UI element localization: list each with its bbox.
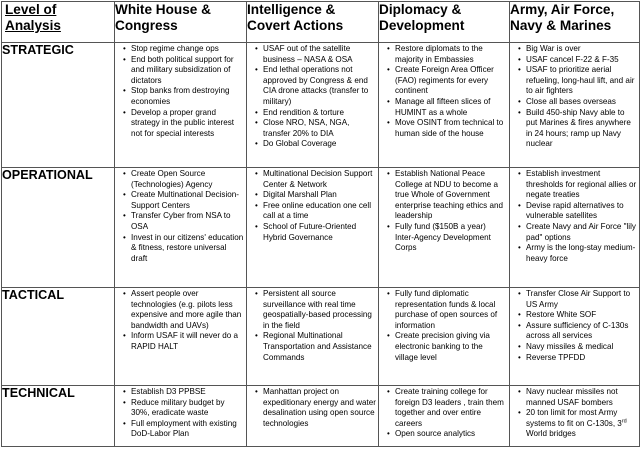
bullet-list xyxy=(247,43,378,150)
list-item-text: Invest in our citizens' education & fitness, restore universal draft xyxy=(131,232,244,263)
bullet-icon: • xyxy=(255,387,258,396)
list-item xyxy=(255,118,376,139)
list-item-text: Fully fund ($150B a year) Inter-Agency Development Corps xyxy=(395,221,491,253)
list-item xyxy=(387,387,507,429)
list-item-text: Inform USAF it will never do a RAPID HALT xyxy=(131,331,239,351)
list-item-text: Restore White SOF xyxy=(526,310,597,320)
list-item-text: Transfer Close Air Support to US Army xyxy=(526,289,631,309)
list-item-text: Close all bases overseas xyxy=(526,96,616,106)
list-item xyxy=(518,222,637,243)
bullet-icon: • xyxy=(387,289,390,298)
list-item xyxy=(518,44,637,55)
list-item-text: Big War is over xyxy=(526,44,581,53)
list-item xyxy=(255,387,376,429)
bullet-list xyxy=(510,168,639,264)
bullet-icon: • xyxy=(387,429,390,439)
list-item-text: Create Navy and Air Force "lily pad" options xyxy=(526,221,636,242)
bullet-icon: • xyxy=(518,310,521,320)
bullet-icon: • xyxy=(123,418,126,428)
list-item-text: Assert people over technologies (e.g. pilots less expensive and more agile than bandwidth and UAVs) xyxy=(131,289,242,330)
list-item xyxy=(518,353,637,364)
list-item xyxy=(387,118,507,139)
list-item-text: Build 450-ship Navy able to put Marines & fires anywhere in 24 hours; ramp up Navy nuclear xyxy=(526,107,631,149)
bullet-icon: • xyxy=(255,190,258,200)
bullet-list xyxy=(379,43,509,139)
list-item xyxy=(255,44,376,65)
bullet-icon: • xyxy=(518,341,521,351)
bullet-list xyxy=(247,168,378,243)
list-item-text: USAF to prioritize aerial refueling, long-haul lift, and air to air fighters xyxy=(526,65,635,96)
column-header-diplomacy: Diplomacy & Development xyxy=(379,2,510,43)
row-label-technical: TECHNICAL xyxy=(2,386,115,447)
bullet-icon: • xyxy=(387,387,390,396)
bullet-icon: • xyxy=(255,221,258,231)
column-header-intelligence: Intelligence & Covert Actions xyxy=(247,2,379,43)
bullet-icon: • xyxy=(255,331,258,341)
list-item-text: Regional Multinational Transportation and Assistance Commands xyxy=(263,331,372,362)
list-item xyxy=(387,331,507,363)
list-item-text: Devise rapid alternatives to vulnerable satellites xyxy=(526,200,624,221)
list-item-text: Create Multinational Decision-Support Centers xyxy=(131,190,239,210)
list-item xyxy=(518,108,637,150)
bullet-icon: • xyxy=(518,408,521,418)
bullet-list xyxy=(379,288,509,363)
bullet-icon: • xyxy=(518,44,521,53)
list-item xyxy=(518,97,637,108)
list-item-text: Stop regime change ops xyxy=(131,44,219,53)
list-item-text: Do Global Coverage xyxy=(263,139,337,149)
list-item-text: Establish National Peace College at NDU to become a true Whole of Government enterprise teaching ethics and leadership xyxy=(395,169,503,221)
list-item-text: USAF cancel F-22 & F-35 xyxy=(526,54,619,64)
list-item xyxy=(123,44,244,55)
list-item xyxy=(518,342,637,353)
bullet-icon: • xyxy=(518,54,521,64)
bullet-icon: • xyxy=(123,44,126,53)
bullet-icon: • xyxy=(518,107,521,117)
list-item-text: Transfer Cyber from NSA to OSA xyxy=(131,211,231,231)
list-item xyxy=(123,289,244,331)
bullet-icon: • xyxy=(387,118,390,128)
bullet-icon: • xyxy=(123,211,126,221)
cell-tactical-white-house xyxy=(115,288,247,386)
list-item-text: Open source analytics xyxy=(395,429,476,439)
list-item-text: Assure sufficiency of C-130s across all services xyxy=(526,320,629,341)
list-item xyxy=(123,331,244,352)
list-item xyxy=(255,289,376,331)
bullet-list xyxy=(115,386,246,440)
bullet-list xyxy=(247,288,378,363)
level-header-line2: Analysis xyxy=(5,18,61,33)
list-item xyxy=(518,201,637,222)
header-row xyxy=(2,2,640,43)
level-header-line1: Level of xyxy=(5,2,57,17)
list-item xyxy=(255,169,376,190)
list-item xyxy=(123,108,244,140)
bullet-list xyxy=(115,288,246,353)
bullet-icon: • xyxy=(518,221,521,231)
bullet-icon: • xyxy=(518,320,521,330)
bullet-icon: • xyxy=(123,397,126,407)
analysis-matrix xyxy=(1,1,640,447)
list-item-text: Reverse TPFDD xyxy=(526,352,586,362)
bullet-list xyxy=(510,288,639,363)
cell-strategic-intelligence xyxy=(247,43,379,168)
cell-tactical-military xyxy=(510,288,640,386)
list-item-text: End both political support for and military subsidization of dictators xyxy=(131,54,234,85)
list-item xyxy=(518,321,637,342)
list-item-text: Develop a proper grand strategy in the public interest not for special interests xyxy=(131,107,235,138)
list-item xyxy=(255,331,376,363)
list-item-text: Multinational Decision Support Center & Network xyxy=(263,169,373,189)
list-item xyxy=(387,97,507,118)
list-item-text: Create Open Source (Technologies) Agency xyxy=(131,169,213,189)
list-item xyxy=(387,44,507,65)
row-label-tactical: TACTICAL xyxy=(2,288,115,386)
list-item xyxy=(123,211,244,232)
list-item xyxy=(255,201,376,222)
list-item-text: Persistent all source surveillance with real time geospatially-based processing in the field xyxy=(263,289,372,330)
bullet-icon: • xyxy=(123,289,126,298)
list-item xyxy=(123,55,244,87)
list-item-text: Navy nuclear missiles not manned USAF bombers xyxy=(526,387,618,407)
bullet-icon: • xyxy=(518,352,521,362)
bullet-icon: • xyxy=(123,387,126,396)
list-item xyxy=(255,139,376,150)
list-item xyxy=(123,398,244,419)
list-item xyxy=(518,243,637,264)
cell-operational-intelligence xyxy=(247,168,379,288)
row-label-strategic: STRATEGIC xyxy=(2,43,115,168)
bullet-icon: • xyxy=(255,107,258,117)
list-item xyxy=(387,169,507,222)
bullet-icon: • xyxy=(518,65,521,75)
list-item xyxy=(518,387,637,408)
list-item xyxy=(123,190,244,211)
bullet-icon: • xyxy=(255,200,258,210)
bullet-icon: • xyxy=(255,289,258,298)
level-of-analysis-header xyxy=(2,2,115,43)
list-item-text: Fully fund diplomatic representation funds & local purchase of open sources of information xyxy=(395,289,498,330)
list-item-text: End lethal operations not approved by Congress & end CIA drone attacks (transfer to military) xyxy=(263,65,369,106)
bullet-icon: • xyxy=(387,331,390,341)
bullet-icon: • xyxy=(387,221,390,231)
cell-operational-diplomacy xyxy=(379,168,510,288)
list-item xyxy=(123,233,244,265)
list-item xyxy=(123,169,244,190)
cell-strategic-diplomacy xyxy=(379,43,510,168)
list-item xyxy=(123,419,244,440)
list-item xyxy=(123,86,244,107)
list-item xyxy=(387,429,507,440)
cell-strategic-military xyxy=(510,43,640,168)
list-item-text: Create Foreign Area Officer (FAO) regiments for every continent xyxy=(395,65,494,96)
list-item-text: End rendition & torture xyxy=(263,107,344,117)
bullet-icon: • xyxy=(123,331,126,341)
list-item xyxy=(518,408,637,440)
list-item-text: Establish investment thresholds for regional allies or negate treaties xyxy=(526,169,637,200)
list-item xyxy=(518,289,637,310)
list-item-text: Establish D3 PPBSE xyxy=(131,387,206,396)
list-item xyxy=(518,169,637,201)
list-item xyxy=(255,222,376,243)
bullet-icon: • xyxy=(123,54,126,64)
bullet-icon: • xyxy=(518,243,521,253)
bullet-icon: • xyxy=(123,86,126,96)
list-item xyxy=(387,222,507,254)
bullet-icon: • xyxy=(123,232,126,242)
list-item-text: Stop banks from destroying economies xyxy=(131,86,230,106)
bullet-list xyxy=(115,43,246,139)
bullet-icon: • xyxy=(387,65,390,75)
list-item-text: Manhattan project on expeditionary energy and water desalination using open source technologies xyxy=(263,387,376,428)
bullet-icon: • xyxy=(255,118,258,128)
list-item xyxy=(255,65,376,107)
cell-operational-military xyxy=(510,168,640,288)
bullet-icon: • xyxy=(255,139,258,149)
list-item-text: Navy missiles & medical xyxy=(526,341,614,351)
column-header-military: Army, Air Force, Navy & Marines xyxy=(510,2,640,43)
cell-operational-white-house xyxy=(115,168,247,288)
bullet-icon: • xyxy=(518,387,521,396)
bullet-icon: • xyxy=(387,96,390,106)
list-item xyxy=(518,55,637,66)
bullet-icon: • xyxy=(123,190,126,200)
list-item-text: Restore diplomats to the majority in Embassies xyxy=(395,44,483,64)
list-item-text: Move OSINT from technical to human side of the house xyxy=(395,118,504,138)
bullet-list xyxy=(247,386,378,429)
list-item xyxy=(518,310,637,321)
list-item xyxy=(387,289,507,331)
list-item-text: Full employment with existing DoD-Labor Plan xyxy=(131,418,237,439)
bullet-icon: • xyxy=(387,169,390,178)
list-item-text: Free online education one cell call at a time xyxy=(263,200,371,221)
bullet-icon: • xyxy=(255,44,258,53)
list-item-text: Create precision giving via electronic banking to the village level xyxy=(395,331,490,362)
cell-strategic-white-house xyxy=(115,43,247,168)
bullet-icon: • xyxy=(518,289,521,298)
list-item-text: Create training college for foreign D3 leaders , train them together and over entire careers xyxy=(395,387,504,428)
bullet-list xyxy=(379,386,509,440)
cell-technical-military xyxy=(510,386,640,447)
row-tactical xyxy=(2,288,640,386)
column-header-white-house: White House & Congress xyxy=(115,2,247,43)
list-item-text: USAF out of the satellite business – NASA & OSA xyxy=(263,44,353,64)
list-item-text: Close NRO, NSA, NGA, transfer 20% to DIA xyxy=(263,118,350,138)
bullet-icon: • xyxy=(387,44,390,53)
bullet-icon: • xyxy=(255,65,258,75)
bullet-icon: • xyxy=(255,169,258,178)
list-item xyxy=(255,108,376,119)
list-item xyxy=(123,387,244,398)
list-item xyxy=(255,190,376,201)
list-item xyxy=(387,65,507,97)
row-label-operational: OPERATIONAL xyxy=(2,168,115,288)
bullet-icon: • xyxy=(518,200,521,210)
list-item-text: Manage all fifteen slices of HUMINT as a whole xyxy=(395,96,491,117)
bullet-list xyxy=(510,43,639,150)
bullet-icon: • xyxy=(123,169,126,178)
row-operational xyxy=(2,168,640,288)
list-item xyxy=(518,65,637,97)
bullet-icon: • xyxy=(518,96,521,106)
list-item-text: 20 ton limit for most Army systems to fit on C-130s, 3rd World bridges xyxy=(526,408,627,439)
cell-technical-white-house xyxy=(115,386,247,447)
list-item-text: School of Future-Oriented Hybrid Governance xyxy=(263,221,357,242)
list-item-text: Reduce military budget by 30%, eradicate waste xyxy=(131,397,225,418)
bullet-list xyxy=(510,386,639,440)
row-strategic xyxy=(2,43,640,168)
cell-tactical-diplomacy xyxy=(379,288,510,386)
bullet-list xyxy=(115,168,246,264)
row-technical xyxy=(2,386,640,447)
bullet-icon: • xyxy=(123,107,126,117)
list-item-text: Army is the long-stay medium-heavy force xyxy=(526,243,636,263)
list-item-text: Digital Marshall Plan xyxy=(263,190,337,200)
cell-tactical-intelligence xyxy=(247,288,379,386)
bullet-list xyxy=(379,168,509,254)
cell-technical-diplomacy xyxy=(379,386,510,447)
cell-technical-intelligence xyxy=(247,386,379,447)
bullet-icon: • xyxy=(518,169,521,178)
